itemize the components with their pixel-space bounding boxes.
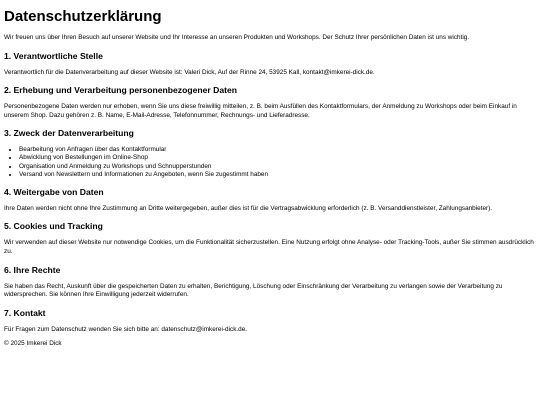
intro-text: Wir freuen uns über Ihren Besuch auf unserer Website und Ihr Interesse an unseren Produkten und Workshops. Der Schutz Ihrer persönlichen Daten ist uns wichtig. [4,34,470,41]
section-heading-data-collection: 2. Erhebung und Verarbeitung personenbezogener Daten [4,85,238,96]
section-heading-rights: 6. Ihre Rechte [4,264,61,275]
list-item: • Bearbeitung von Anfragen über das Kontaktformular [19,146,536,154]
section-text-disclosure: Ihre Daten werden nicht ohne Ihre Zustimmung an Dritte weitergegeben, außer dies ist für die Vertragsabwicklung erforderlich (z. B. Versanddienstleister, Zahlungsanbieter). [4,204,493,212]
section-heading-contact: 7. Kontakt [4,307,46,318]
list-item: • Organisation und Anmeldung zu Workshops und Schnupperstunden [19,163,536,171]
section-text-contact: Für Fragen zum Datenschutz wenden Sie sich bitte an: datenschutz@imkerei-dick.de. [4,325,248,333]
section-heading-responsible: 1. Verantwortliche Stelle [4,50,103,61]
page-title: Datenschutzerklärung [4,8,162,25]
section-heading-cookies: 5. Cookies und Tracking [4,221,103,232]
list-item: • Versand von Newslettern und Informationen zu Angeboten, wenn Sie zugestimmt haben [19,171,536,179]
copyright-text: © 2025 Imkerei Dick [4,340,62,348]
section-heading-disclosure: 4. Weitergabe von Daten [4,186,104,197]
footer [4,340,536,349]
section-text-data-collection: Personenbezogene Daten werden nur erhoben, wenn Sie uns diese freiwillig mitteilen, z. B. beim Ausfüllen des Kontaktformulars, der Anmeldung zu Workshops oder beim Einkauf in unserem Shop. Dazu gehören z. B. Name, E-Mail-Adresse, Telefonnummer, Rechnungs- und Lieferadresse. [4,103,517,119]
purpose-list [4,146,536,178]
section-text-responsible: Verantwortlich für die Datenverarbeitung auf dieser Website ist: Valeri Dick, Auf der Rinne 24, 53925 Kall, kontakt@imkerei-dick.de. [4,68,375,76]
list-item: • Abwicklung von Bestellungen im Online-Shop [19,154,536,162]
section-text-cookies: Wir verwenden auf dieser Website nur notwendige Cookies, um die Funktionalität sicherzustellen. Eine Nutzung erfolgt ohne Analyse- oder Tracking-Tools, außer Sie stimmen ausdrücklich zu. [4,239,534,255]
section-heading-purpose: 3. Zweck der Datenverarbeitung [4,128,134,139]
section-text-rights: Sie haben das Recht, Auskunft über die gespeicherten Daten zu erhalten, Berichtigung, Löschung oder Einschränkung der Verarbeitung zu verlangen sowie der Verarbeitung zu widersprechen. Sie können Ihre Einwilligung jederzeit widerrufen. [4,282,503,299]
